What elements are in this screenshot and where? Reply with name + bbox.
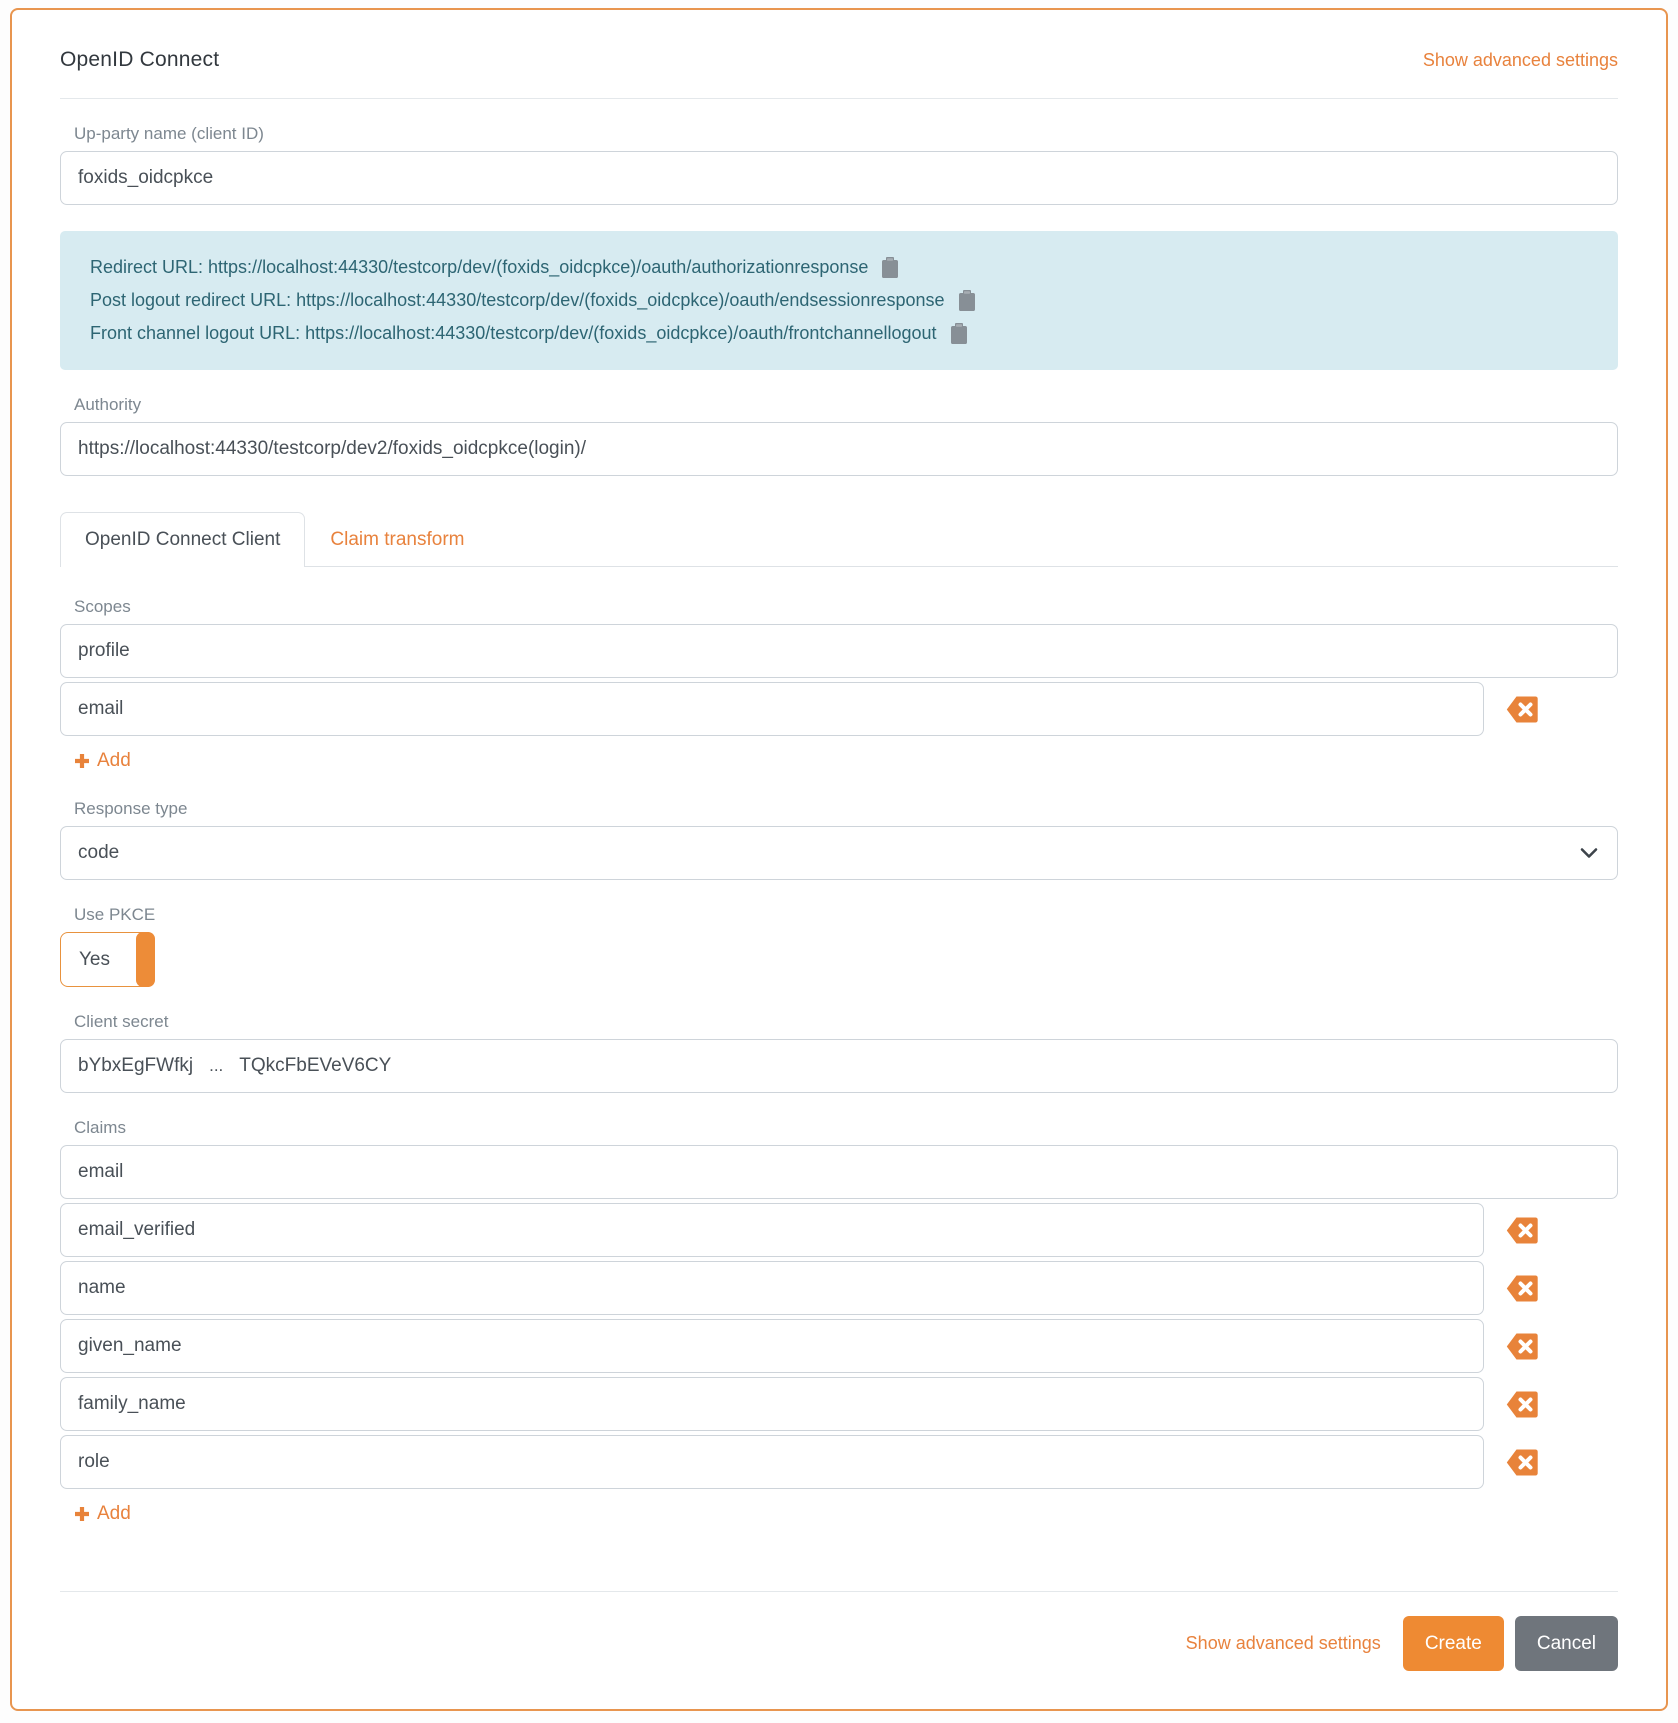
header-divider	[60, 98, 1618, 99]
scope-input[interactable]	[60, 624, 1618, 678]
authority-input[interactable]	[60, 422, 1618, 476]
use-pkce-group	[60, 905, 1618, 987]
redirect-url-line	[90, 251, 1588, 284]
backspace-delete-icon[interactable]	[1506, 696, 1538, 723]
tab-openid-connect-client[interactable]: OpenID Connect Client	[60, 512, 305, 567]
backspace-delete-icon[interactable]	[1506, 1217, 1538, 1244]
front-channel-logout-url-line	[90, 317, 1588, 350]
page-title: OpenID Connect	[60, 48, 220, 71]
authority-label: Authority	[74, 395, 142, 414]
claim-row	[60, 1377, 1618, 1431]
use-pkce-value: Yes	[79, 948, 110, 970]
client-secret-ellipsis: ...	[209, 1056, 224, 1075]
response-type-select[interactable]	[60, 826, 1618, 880]
chevron-down-icon	[1580, 848, 1598, 859]
claim-input[interactable]	[60, 1145, 1618, 1199]
claim-row	[60, 1435, 1618, 1489]
scopes-group	[60, 597, 1618, 774]
claims-label: Claims	[74, 1118, 126, 1137]
plus-icon	[74, 753, 90, 769]
backspace-delete-icon[interactable]	[1506, 1449, 1538, 1476]
scope-row	[60, 682, 1618, 736]
add-claim-label: Add	[97, 1503, 131, 1524]
scopes-label: Scopes	[74, 597, 131, 616]
client-secret-label: Client secret	[74, 1012, 169, 1031]
claim-input[interactable]	[60, 1377, 1484, 1431]
claim-input[interactable]	[60, 1203, 1484, 1257]
authority-group	[60, 395, 1618, 476]
claim-row	[60, 1261, 1618, 1315]
use-pkce-toggle[interactable]	[60, 932, 155, 987]
claim-row	[60, 1203, 1618, 1257]
tab-bar	[60, 512, 1618, 567]
response-type-value: code	[78, 842, 120, 863]
openid-connect-client-pane	[60, 567, 1618, 1527]
client-secret-end: TQkcFbEVeV6CY	[239, 1055, 392, 1076]
cancel-button[interactable]: Cancel	[1515, 1616, 1618, 1671]
clipboard-icon[interactable]	[947, 322, 971, 346]
toggle-handle	[136, 932, 155, 987]
show-advanced-settings-link-top[interactable]: Show advanced settings	[1422, 49, 1618, 70]
add-scope-label: Add	[97, 750, 131, 771]
panel-footer	[60, 1591, 1618, 1671]
clipboard-icon[interactable]	[955, 289, 979, 313]
post-logout-redirect-url-line	[90, 284, 1588, 317]
clipboard-icon[interactable]	[878, 256, 902, 280]
show-advanced-settings-link-bottom[interactable]: Show advanced settings	[1185, 1633, 1381, 1653]
openid-connect-panel	[10, 8, 1668, 1711]
claim-input[interactable]	[60, 1435, 1484, 1489]
up-party-name-input[interactable]	[60, 151, 1618, 205]
claim-input[interactable]	[60, 1319, 1484, 1373]
redirect-url-text: Redirect URL: https://localhost:44330/testcorp/dev/(foxids_oidcpkce)/oauth/authorizationresponse	[90, 257, 869, 277]
plus-icon	[74, 1506, 90, 1522]
add-scope-button[interactable]	[74, 750, 131, 772]
create-button[interactable]: Create	[1403, 1616, 1504, 1671]
front-channel-logout-url-text: Front channel logout URL: https://localhost:44330/testcorp/dev/(foxids_oidcpkce)/oauth/frontchannellogout	[90, 323, 937, 343]
up-party-name-group	[60, 124, 1618, 205]
footer-divider	[60, 1591, 1618, 1592]
client-secret-start: bYbxEgFWfkj	[78, 1055, 194, 1076]
client-secret-group	[60, 1012, 1618, 1093]
url-info-box	[60, 231, 1618, 370]
claim-input[interactable]	[60, 1261, 1484, 1315]
response-type-label: Response type	[74, 799, 188, 818]
claims-group	[60, 1118, 1618, 1527]
use-pkce-label: Use PKCE	[74, 905, 156, 924]
post-logout-redirect-url-text: Post logout redirect URL: https://localhost:44330/testcorp/dev/(foxids_oidcpkce)/oauth/endsessionresponse	[90, 290, 945, 310]
client-secret-field[interactable]	[60, 1039, 1618, 1093]
backspace-delete-icon[interactable]	[1506, 1275, 1538, 1302]
backspace-delete-icon[interactable]	[1506, 1391, 1538, 1418]
scope-input[interactable]	[60, 682, 1484, 736]
add-claim-button[interactable]	[74, 1503, 131, 1525]
response-type-group	[60, 799, 1618, 880]
claim-row	[60, 1319, 1618, 1373]
up-party-name-label: Up-party name (client ID)	[74, 124, 264, 143]
tab-claim-transform[interactable]: Claim transform	[305, 512, 489, 567]
panel-header	[60, 48, 1618, 72]
backspace-delete-icon[interactable]	[1506, 1333, 1538, 1360]
